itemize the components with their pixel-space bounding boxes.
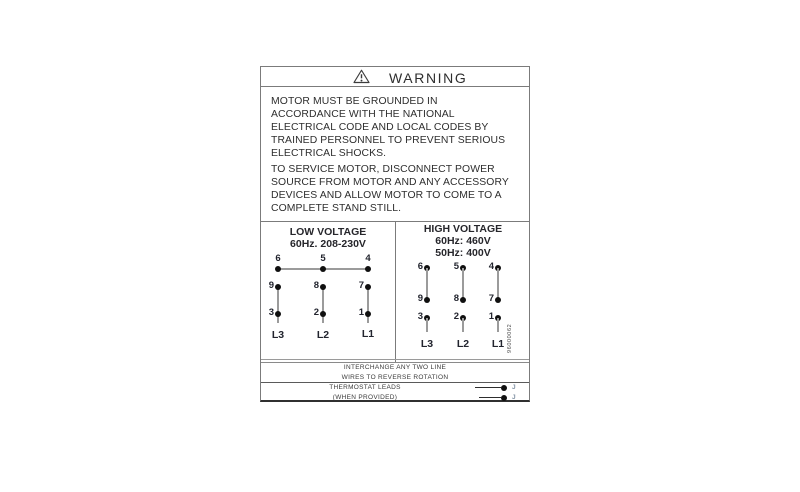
lv-line-L1: L1: [361, 328, 375, 340]
high-voltage-title: HIGH VOLTAGE: [423, 223, 503, 235]
lv-line-L2: L2: [316, 329, 330, 341]
lv-terminal-5: 5: [320, 253, 326, 264]
part-number: 96000062: [507, 323, 513, 353]
hv-terminal-dot: [424, 297, 430, 303]
hv-jumper-wire: [426, 268, 428, 300]
lv-terminal-dot: [275, 266, 281, 272]
lv-terminal-1: 1: [358, 307, 364, 318]
lv-terminal-dot: [320, 311, 326, 317]
hv-terminal-4: 4: [488, 261, 494, 272]
hv-terminal-8: 8: [453, 293, 459, 304]
rotation-note-line2: WIRES TO REVERSE ROTATION: [341, 374, 449, 381]
hv-supply-wire: [426, 318, 428, 332]
lv-terminal-3: 3: [268, 307, 274, 318]
lead-label: J: [512, 394, 516, 401]
high-voltage-subtitle-60hz: 60Hz: 460V: [435, 235, 491, 247]
hv-terminal-7: 7: [488, 293, 494, 304]
lv-terminal-4: 4: [365, 253, 371, 264]
lv-terminal-dot: [365, 266, 371, 272]
lead-wire: [479, 397, 501, 399]
lv-terminal-dot: [275, 311, 281, 317]
high-voltage-subtitle-50hz: 50Hz: 400V: [435, 247, 491, 259]
lv-terminal-dot: [365, 311, 371, 317]
lv-terminal-7: 7: [358, 280, 364, 291]
lv-terminal-dot: [320, 284, 326, 290]
lv-terminal-2: 2: [313, 307, 319, 318]
footer-hairline: [261, 359, 529, 360]
lead-dot: [501, 385, 507, 391]
thermostat-line2: (WHEN PROVIDED): [332, 393, 398, 401]
thermostat-lead-symbol: [475, 384, 516, 391]
lv-jumper-wire: [277, 287, 279, 323]
hv-terminal-1: 1: [488, 311, 494, 322]
hv-terminal-6: 6: [417, 261, 423, 272]
rotation-note-row: [261, 362, 529, 382]
hv-terminal-dot: [460, 297, 466, 303]
service-warning-text: TO SERVICE MOTOR, DISCONNECT POWER SOURCE FROM MOTOR AND ANY ACCESSORY DEVICES AND ALLOW MOTOR TO COME TO A COMPLETE STAND STILL.: [271, 164, 509, 214]
hv-terminal-9: 9: [417, 293, 423, 304]
warning-title: WARNING: [389, 70, 468, 86]
hv-terminal-dot: [495, 297, 501, 303]
warning-triangle-icon: [353, 69, 370, 84]
lv-terminal-9: 9: [268, 280, 274, 291]
hv-terminal-2: 2: [453, 311, 459, 322]
lead-wire: [475, 387, 501, 389]
lv-line-L3: L3: [271, 329, 285, 341]
grounding-warning-text: MOTOR MUST BE GROUNDED IN ACCORDANCE WITH THE NATIONAL ELECTRICAL CODE AND LOCAL CODES BY TRAINED PERSONNEL TO PREVENT SERIOUS ELECTRICAL SHOCKS.: [271, 96, 506, 159]
hv-line-L3: L3: [420, 338, 434, 350]
lv-terminal-dot: [365, 284, 371, 290]
hv-line-L1: L1: [491, 338, 505, 350]
hv-line-L2: L2: [456, 338, 470, 350]
motor-warning-label: [260, 66, 530, 402]
hv-jumper-wire: [462, 268, 464, 300]
lv-terminal-dot: [320, 266, 326, 272]
hv-terminal-3: 3: [417, 311, 423, 322]
hv-supply-wire: [462, 318, 464, 332]
hv-supply-wire: [497, 318, 499, 332]
hv-jumper-wire: [497, 268, 499, 300]
thermostat-lead-symbol: [479, 394, 516, 401]
lead-label: J: [512, 384, 516, 391]
low-voltage-title: LOW VOLTAGE: [289, 226, 367, 238]
low-voltage-subtitle: 60Hz. 208-230V: [290, 238, 366, 250]
lead-dot: [501, 395, 507, 401]
rotation-note-line1: INTERCHANGE ANY TWO LINE: [343, 364, 447, 371]
lv-jumper-wire: [322, 287, 324, 323]
lv-terminal-dot: [275, 284, 281, 290]
thermostat-line1: THERMOSTAT LEADS: [329, 383, 401, 391]
lv-jumper-wire: [367, 287, 369, 323]
lv-terminal-8: 8: [313, 280, 319, 291]
lv-terminal-6: 6: [275, 253, 281, 264]
header-divider: [261, 86, 529, 87]
hv-terminal-5: 5: [453, 261, 459, 272]
